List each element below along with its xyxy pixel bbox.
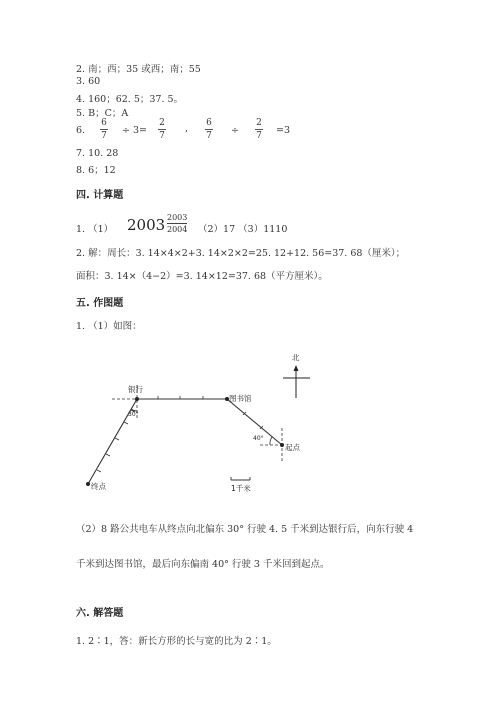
answer-8: 8. 6；12 — [76, 165, 116, 176]
answer-5: 5. B；C；A — [76, 108, 129, 119]
answer-2: 2. 南；西；35 或西；南；55 — [76, 64, 201, 75]
compass — [283, 365, 310, 398]
section-6-title: 六. 解答题 — [76, 608, 124, 619]
angle-40-label: 40° — [253, 435, 264, 442]
denominator: 7 — [159, 131, 165, 141]
calc-2-perimeter: 2. 解：周长：3. 14×4×2+3. 14×2×2=25. 12+12. 56=37. 68（厘米）； — [76, 248, 406, 259]
denominator: 7 — [101, 131, 107, 141]
mixed-number-whole: 2003 — [127, 216, 166, 234]
draw-2-desc-line1: （2）8 路公共电车从终点向北偏东 30° 行驶 4. 5 千米到达银行后，向东行驶 4 — [76, 524, 414, 535]
denominator: 2004 — [167, 225, 188, 234]
numerator: 6 — [101, 118, 107, 128]
denominator: 7 — [256, 131, 262, 141]
library-label: 图书馆 — [229, 394, 252, 403]
numerator: 2003 — [167, 213, 188, 222]
section-4-title: 四. 计算题 — [76, 190, 124, 201]
scale-bar — [231, 477, 250, 480]
section-5-title: 五. 作图题 — [76, 298, 124, 309]
solve-1: 1. 2∶1，答：新长方形的长与宽的比为 2∶1。 — [76, 636, 277, 647]
calc-2-area: 面积：3. 14×（4−2）=3. 14×12=37. 68（平方厘米）。 — [76, 271, 328, 282]
angle-30-label: 30° — [128, 411, 139, 418]
bank-point — [135, 397, 139, 401]
draw-2-desc-line2: 千米到达图书馆，最后向东偏南 40° 行驶 3 千米回到起点。 — [76, 559, 330, 570]
operator-divide: ÷ — [231, 125, 239, 136]
answer-4: 4. 160；62. 5；37. 5。 — [76, 94, 184, 105]
answer-6-result: =3 — [276, 125, 291, 136]
north-label: 北 — [292, 353, 300, 362]
numerator: 2 — [256, 118, 262, 128]
end-point — [86, 482, 90, 486]
calc-1-label: 1. （1） — [76, 224, 114, 235]
denominator: 7 — [206, 131, 212, 141]
numerator: 6 — [206, 118, 212, 128]
answer-3: 3. 60 — [76, 76, 101, 87]
operator-divide-3: ÷ 3= — [122, 125, 147, 136]
start-label: 起点 — [285, 443, 300, 452]
scale-label: 1千米 — [231, 484, 251, 493]
answer-7: 7. 10. 28 — [76, 148, 119, 159]
calc-1-rest: （2）17 （3）1110 — [198, 224, 288, 235]
start-point — [280, 443, 284, 447]
separator: , — [185, 123, 189, 134]
numerator: 2 — [159, 118, 165, 128]
bank-label: 银行 — [128, 385, 143, 394]
draw-1-label: 1. （1）如图： — [76, 321, 142, 332]
end-label: 终点 — [91, 482, 106, 491]
answer-6-number: 6. — [76, 125, 86, 136]
